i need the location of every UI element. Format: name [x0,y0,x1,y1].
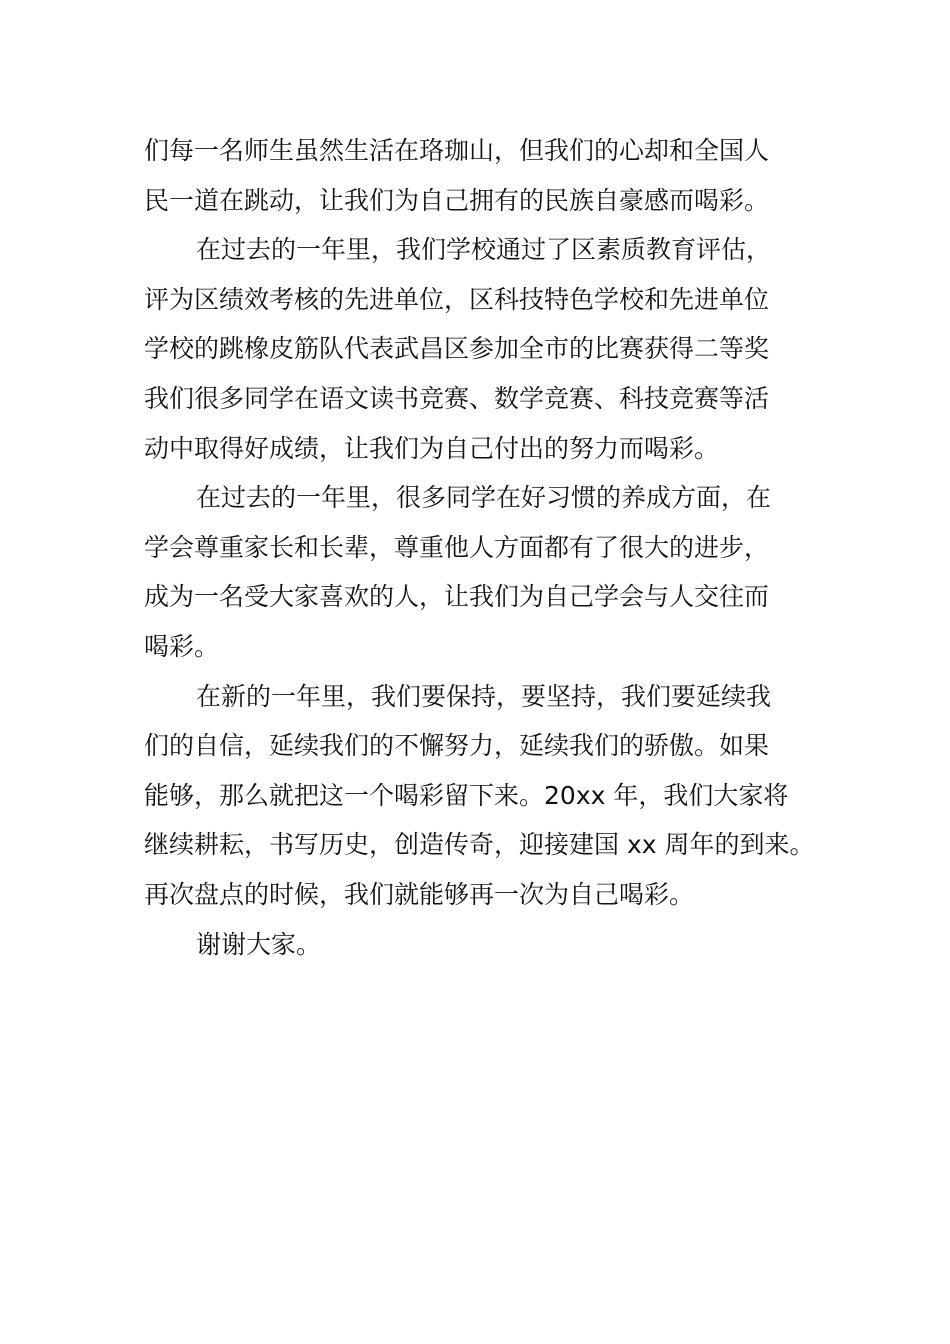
text-line: 继续耕耘，书写历史，创造传奇，迎接建国 xx 周年的到来。 [144,830,815,860]
text-line: 们每一名师生虽然生活在珞珈山，但我们的心却和全国人 [144,136,770,165]
text-line: 在过去的一年里，我们学校通过了区素质教育评估， [196,235,772,265]
text-line: 学会尊重家长和长辈，尊重他人方面都有了很大的进步， [144,532,770,562]
text-line: 学校的跳橡皮筋队代表武昌区参加全市的比赛获得二等奖 [144,334,770,364]
text-line: 动中取得好成绩，让我们为自己付出的努力而喝彩。 [144,433,720,463]
text-line: 成为一名受大家喜欢的人，让我们为自己学会与人交往而 [144,582,770,612]
text-line: 再次盘点的时候，我们就能够再一次为自己喝彩。 [144,879,695,909]
body-text [144,126,824,969]
text-line: 评为区绩效考核的先进单位，区科技特色学校和先进单位 [144,284,770,314]
text-line: 们的自信，延续我们的不懈努力，延续我们的骄傲。如果 [144,731,770,761]
text-line: 谢谢大家。 [196,929,322,959]
text-line: 能够，那么就把这一个喝彩留下来。20xx 年，我们大家将 [144,780,789,810]
text-line: 民一道在跳动，让我们为自己拥有的民族自豪感而喝彩。 [144,185,770,215]
text-line: 喝彩。 [144,631,220,661]
text-line: 在新的一年里，我们要保持，要坚持，我们要延续我 [196,681,772,711]
text-line: 在过去的一年里，很多同学在好习惯的养成方面，在 [196,483,772,513]
text-line: 我们很多同学在语文读书竞赛、数学竞赛、科技竞赛等活 [144,383,770,413]
